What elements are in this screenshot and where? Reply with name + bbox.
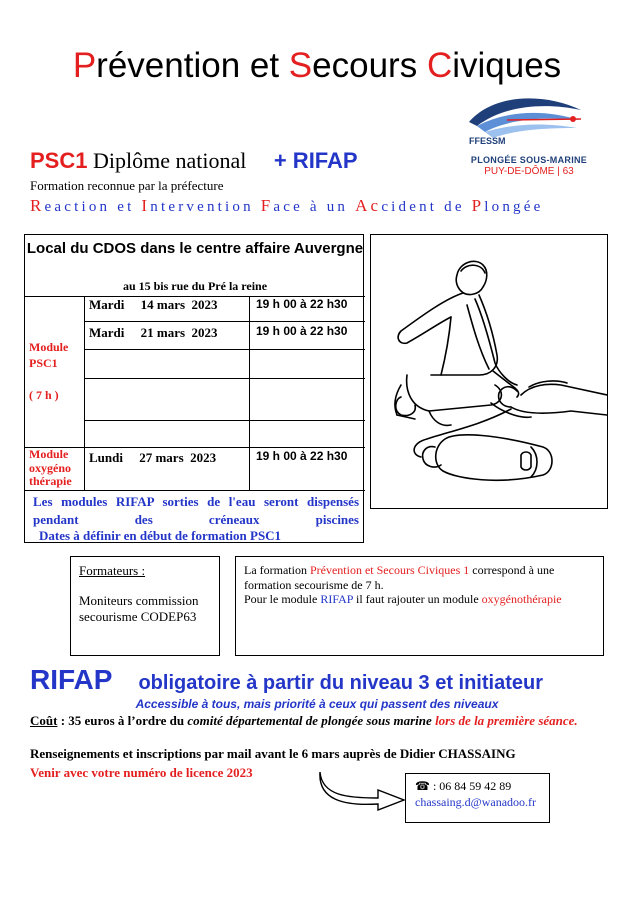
module-word: oxygéno — [29, 460, 71, 475]
licence-text: Venir avec votre numéro de licence 2023 — [30, 765, 253, 780]
rifap-cap: R — [30, 196, 45, 215]
telephone-icon: ☎ — [415, 779, 430, 793]
diplome-label: Diplôme national — [92, 148, 247, 173]
rifap-obligatoire-heading — [30, 664, 543, 696]
oxygenotherapie-name: oxygénothérapie — [481, 592, 562, 606]
module-psc1-label — [29, 339, 68, 403]
premiere-seance: lors de la première séance. — [431, 713, 578, 728]
title-p: P — [72, 46, 97, 85]
text-run: correspond à une formation secourisme de 7 h. — [244, 563, 555, 592]
schedule-table — [24, 234, 364, 543]
location-title: Local du CDOS dans le centre affaire Auvergne — [26, 240, 364, 257]
formateurs-text: Moniteurs commission secourisme CODEP63 — [79, 593, 199, 624]
module-word: Module — [29, 340, 69, 354]
first-aid-oxygen-illustration-icon — [371, 235, 607, 508]
table-divider — [84, 420, 365, 421]
rifap-word: ace à un — [273, 199, 356, 215]
location-address: au 15 bis rue du Pré la reine — [122, 279, 268, 293]
session-date: Mardi 21 mars 2023 — [89, 325, 218, 340]
text-run: Pour le module — [244, 592, 321, 606]
formateurs-title: Formateurs : — [79, 563, 146, 578]
dates-note: Dates à définir en début de formation PSC1 — [39, 528, 282, 543]
formation-info-box — [235, 556, 604, 656]
formation-psc1-text — [244, 563, 595, 592]
rifap-word: longée — [484, 199, 544, 215]
title-part: ecours — [312, 46, 427, 85]
first-aid-illustration — [370, 234, 608, 509]
formation-reconnue: Formation reconnue par la préfecture — [30, 178, 224, 193]
plus-rifap-label: + RIFAP — [273, 148, 358, 173]
module-word: Module — [29, 447, 69, 461]
page-title — [0, 46, 634, 86]
psc1-heading — [30, 148, 358, 174]
formateurs-box — [70, 556, 220, 656]
table-divider — [25, 490, 365, 491]
logo-line1: PLONGÉE SOUS-MARINE — [470, 155, 588, 165]
cout-label: Coût — [30, 713, 58, 728]
module-duration: ( 7 h ) — [29, 388, 59, 402]
table-divider — [84, 349, 365, 350]
psc1-name: Prévention et Secours Civiques 1 — [309, 563, 470, 577]
rifap-cap: F — [260, 196, 274, 215]
ffessm-logo — [463, 92, 595, 180]
renseignements-text: Renseignements et inscriptions par mail avant le 6 mars auprès de Didier CHASSAING — [30, 746, 516, 761]
rifap-expansion — [30, 196, 543, 216]
logo-line2: PUY-DE-DÔME | 63 — [484, 166, 574, 177]
obligatoire-text: obligatoire à partir du niveau 3 et initiateur — [138, 672, 543, 694]
session-time: 19 h 00 à 22 h30 — [256, 297, 348, 311]
table-divider — [84, 378, 365, 379]
rifap-big: RIFAP — [30, 664, 113, 695]
rifap-word: cident de — [381, 199, 472, 215]
table-divider — [249, 296, 250, 490]
session-time: 19 h 00 à 22 h30 — [256, 324, 348, 338]
ffessm-wave-logo-icon — [463, 92, 595, 144]
module-oxy-label — [29, 448, 72, 489]
comite-name: comité départemental de plongée sous marine — [187, 713, 432, 728]
rifap-word: ntervention — [150, 199, 261, 215]
title-part: iviques — [452, 46, 562, 85]
title-s: S — [288, 46, 313, 85]
rifap-word: eaction et — [44, 199, 142, 215]
rifap-piscine-note: Les modules RIFAP sorties de l'eau seront dispensés pendant des créneaux piscines — [33, 494, 359, 527]
module-word: PSC1 — [29, 356, 58, 370]
table-divider — [84, 321, 365, 322]
title-c: C — [426, 46, 453, 85]
table-divider — [84, 296, 85, 490]
session-time: 19 h 00 à 22 h30 — [256, 449, 348, 463]
phone-number: : 06 84 59 42 89 — [429, 779, 512, 793]
accessible-note: Accessible à tous, mais priorité à ceux qui passent des niveaux — [135, 697, 499, 711]
module-spacer — [29, 371, 68, 387]
contact-email[interactable]: chassaing.d@wanadoo.fr — [415, 795, 537, 809]
text-run: il faut rajouter un module — [353, 592, 482, 606]
arrow-icon — [318, 770, 408, 812]
module-word: thérapie — [29, 474, 72, 488]
cout-text — [30, 712, 590, 729]
table-divider — [25, 447, 365, 448]
contact-box — [405, 773, 550, 823]
contact-phone — [415, 778, 540, 794]
rifap-cap: Ac — [355, 196, 382, 215]
session-date: Lundi 27 mars 2023 — [89, 450, 217, 465]
session-date: Mardi 14 mars 2023 — [89, 297, 218, 312]
rifap-cap: I — [141, 196, 151, 215]
rifap-cap: P — [471, 196, 485, 215]
formation-rifap-text — [244, 592, 595, 607]
text-run: La formation — [244, 563, 310, 577]
psc1-label: PSC1 — [30, 148, 88, 173]
logo-brand: FFESSM — [469, 136, 506, 144]
text-run: : 35 euros à l’ordre du — [57, 713, 188, 728]
rifap-name: RIFAP — [320, 592, 354, 606]
title-part: révention et — [96, 46, 289, 85]
